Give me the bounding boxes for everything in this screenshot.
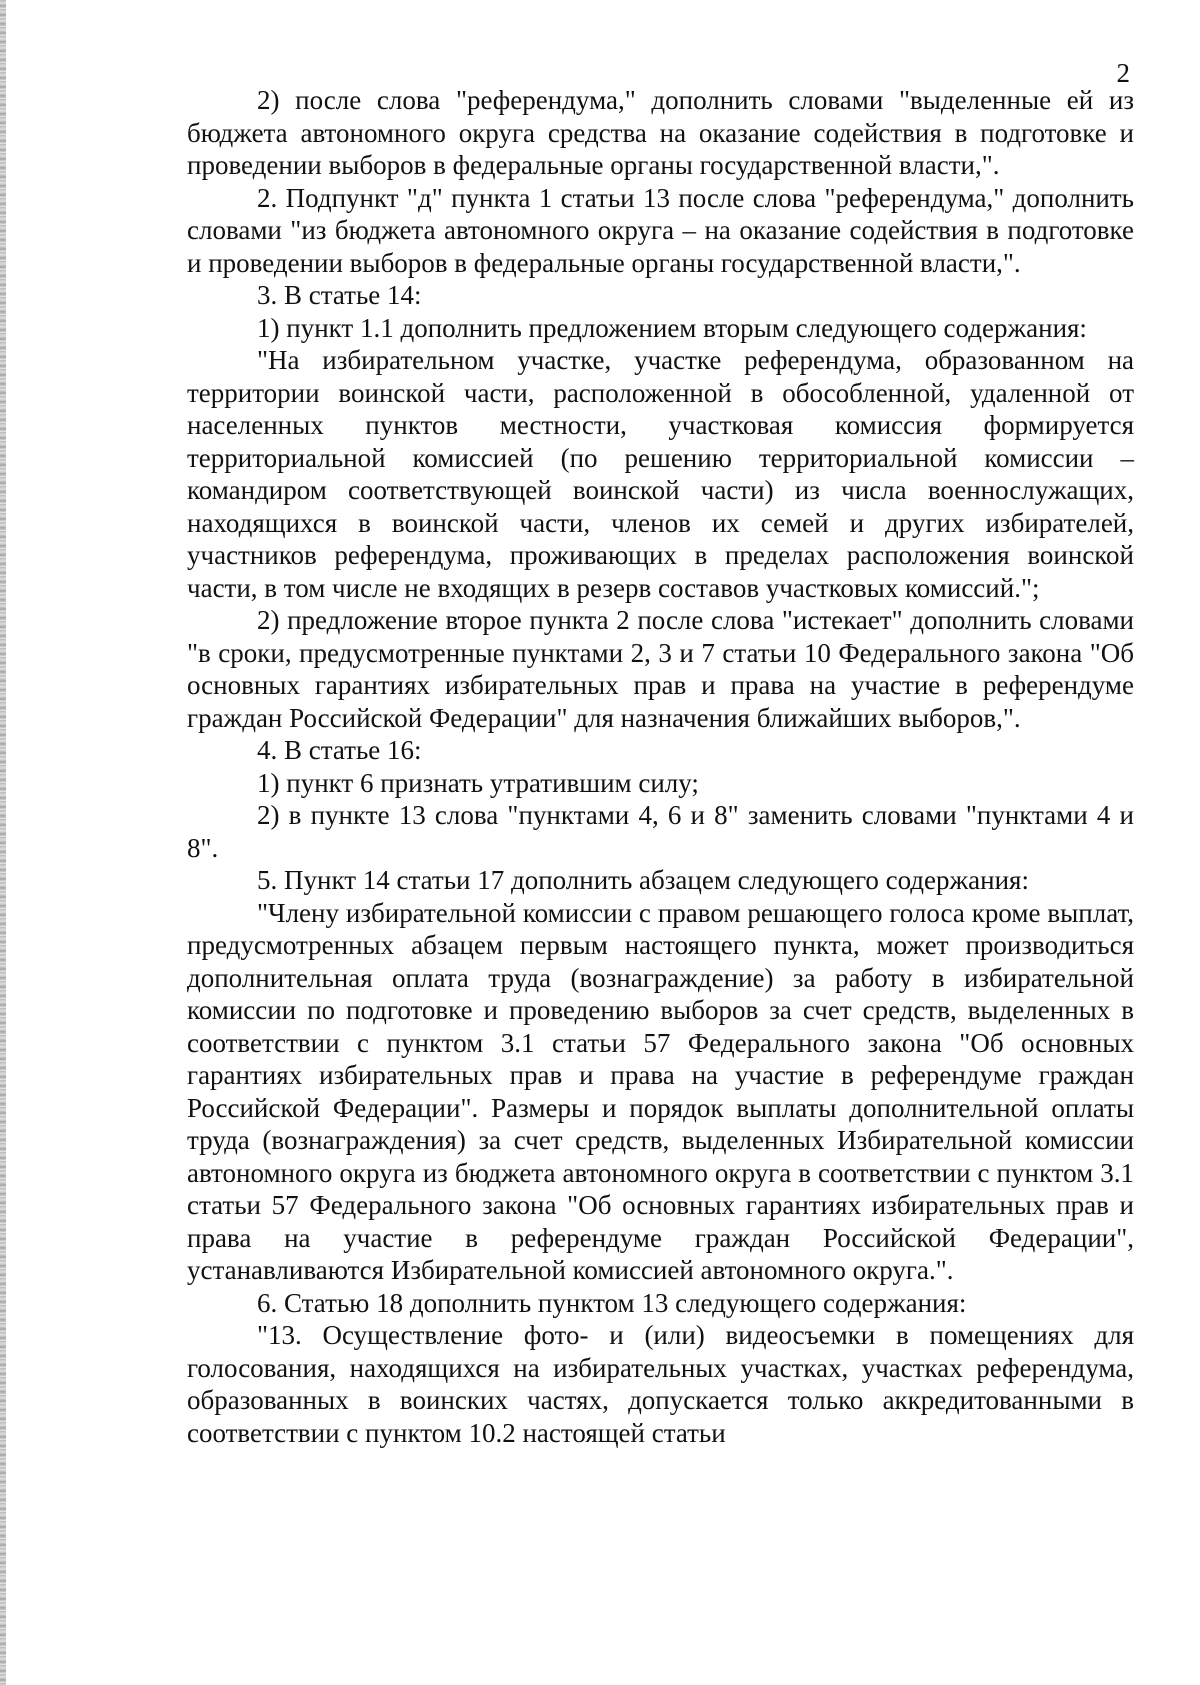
paragraph: 6. Статью 18 дополнить пунктом 13 следующего содержания: [257, 1287, 967, 1318]
paragraph: 1) пункт 1.1 дополнить предложением вторым следующего содержания: [257, 312, 1087, 343]
paragraph: 1) пункт 6 признать утратившим силу; [257, 767, 699, 798]
paragraph: 3. В статье 14: [257, 280, 422, 310]
paragraph: "Члену избирательной комиссии с правом решающего голоса кроме выплат, предусмотренных абзацем первым настоящего пункта, может производиться дополнительная оплата труда (вознаграждение) за работу в избирательной комиссии по подготовке и проведению выборов за счет средств, выделенных в соответствии с пунктом 3.1 статьи 57 Федерального закона "Об основных гарантиях избирательных прав и права на участие в референдуме граждан Российской Федерации". Размеры и порядок выплаты дополнительной оплаты труда (вознаграждения) за счет средств, выделенных Избирательной комиссии автономного округа из бюджета автономного округа в соответствии с пунктом 3.1 статьи 57 Федерального закона "Об основных гарантиях избирательных прав и права на участие в референдуме граждан Российской Федерации", устанавливаются Избирательной комиссией автономного округа.". [187, 897, 1134, 1285]
paragraph: 2) после слова "референдума," дополнить словами "выделенные ей из бюджета автономного округа средства на оказание содействия в подготовке и проведении выборов в федеральные органы государственной власти,". [187, 85, 1134, 180]
paragraph: "13. Осуществление фото- и (или) видеосъемки в помещениях для голосования, находящихся на избирательных участках, участках референдума, образованных в воинских частях, допускается только аккредитованными в соответствии с пунктом 10.2 настоящей статьи [187, 1320, 1134, 1448]
paragraph: 2) в пункте 13 слова "пунктами 4, 6 и 8" заменить словами "пунктами 4 и 8". [187, 800, 1134, 863]
page-number: 2 [1116, 58, 1130, 88]
paragraph: 2. Подпункт "д" пункта 1 статьи 13 после слова "референдума," дополнить словами "из бюджета автономного округа – на оказание содействия в подготовке и проведении выборов в федеральные органы государственной власти,". [187, 182, 1134, 278]
paragraph: 2) предложение второе пункта 2 после слова "истекает" дополнить словами "в сроки, предусмотренные пунктами 2, 3 и 7 статьи 10 Федерального закона "Об основных гарантиях избирательных прав и права на участие в референдуме граждан Российской Федерации" для назначения ближайших выборов,". [187, 605, 1134, 733]
paragraph: 5. Пункт 14 статьи 17 дополнить абзацем следующего содержания: [257, 865, 1029, 895]
scan-edge [0, 0, 6, 1685]
paragraph: "На избирательном участке, участке референдума, образованном на территории воинской части, расположенной в обособленной, удаленной от населенных пунктов местности, участковая комиссия формируется территориальной комиссией (по решению территориальной комиссии – командиром соответствующей воинской части) из числа военнослужащих, находящихся в воинской части, членов их семей и других избирателей, участников референдума, проживающих в пределах расположения воинской части, в том числе не входящих в резерв составов участковых комиссий."; [187, 345, 1134, 603]
paragraph: 4. В статье 16: [257, 735, 422, 765]
document-body [187, 84, 1134, 1449]
